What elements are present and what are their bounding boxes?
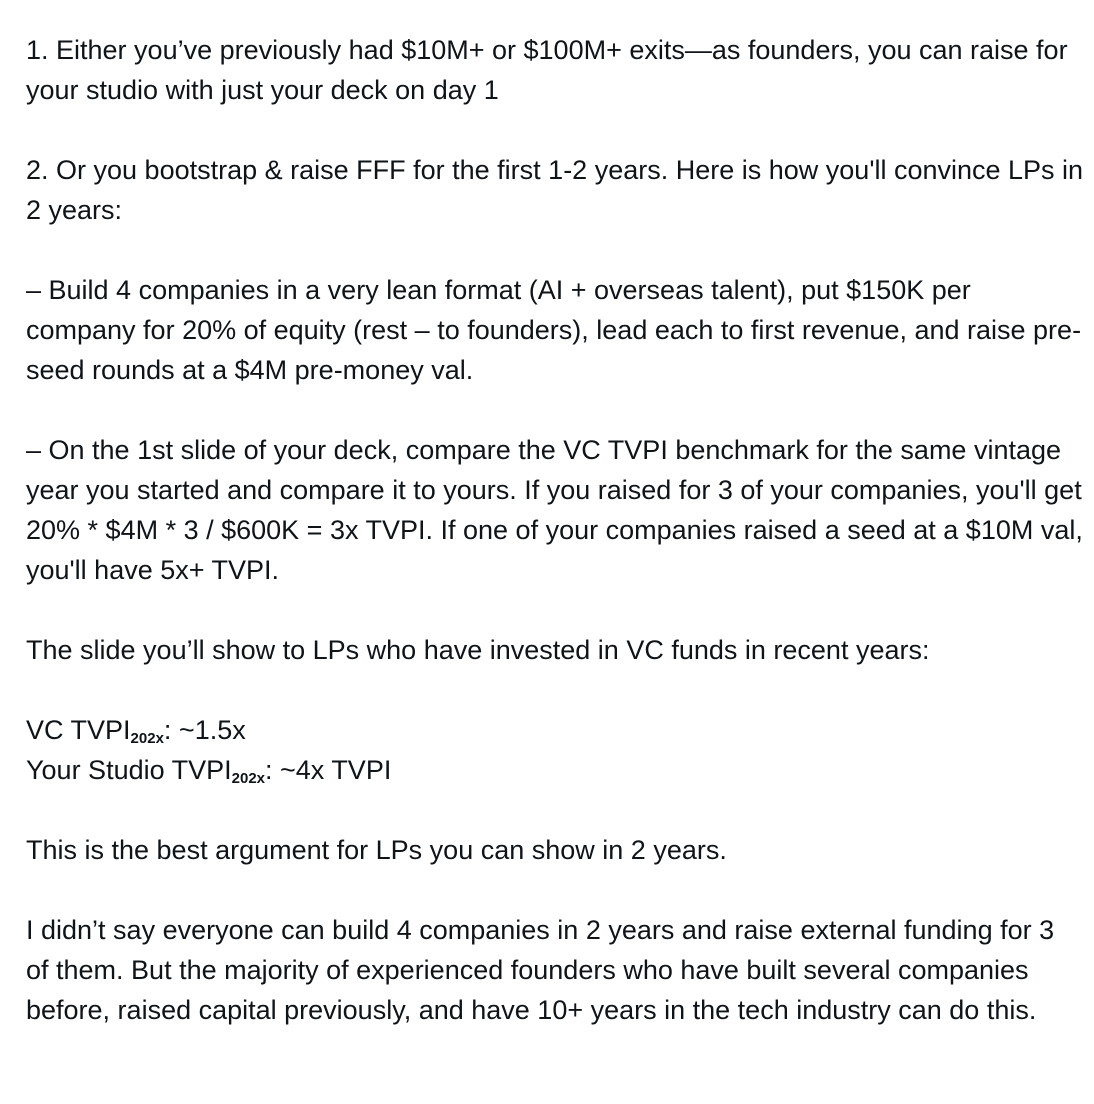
vc-tvpi-line [26, 710, 1084, 750]
studio-tvpi-line [26, 750, 1084, 790]
paragraph-disclaimer: I didn’t say everyone can build 4 companies in 2 years and raise external funding for 3 of them. But the majority of experienced founders who have built several companies before, raised capital previously, and have 10+ years in the tech industry can do this. [26, 915, 1055, 1025]
paragraph-bootstrap: 2. Or you bootstrap & raise FFF for the first 1-2 years. Here is how you'll convince LPs in 2 years: [26, 155, 1084, 225]
vc-tvpi-subscript: 202x [130, 730, 164, 747]
paragraph-exits: 1. Either you’ve previously had $10M+ or $100M+ exits—as founders, you can raise for your studio with just your deck on day 1 [26, 35, 1068, 105]
vc-tvpi-value: : ~1.5x [163, 715, 246, 745]
tvpi-comparison [26, 710, 1084, 790]
studio-tvpi-label: Your Studio TVPI [26, 755, 232, 785]
paragraph-slide-intro: The slide you’ll show to LPs who have invested in VC funds in recent years: [26, 635, 930, 665]
paragraph-deck-slide: – On the 1st slide of your deck, compare the VC TVPI benchmark for the same vintage year you started and compare it to yours. If you raised for 3 of your companies, you'll get 20% * $4M * 3 / $600K = 3x TVPI. If one of your companies raised a seed at a $10M val, you'll have 5x+ TVPI. [26, 435, 1083, 585]
paragraph-best-argument: This is the best argument for LPs you can show in 2 years. [26, 835, 727, 865]
vc-tvpi-label: VC TVPI [26, 715, 131, 745]
studio-tvpi-subscript: 202x [231, 770, 266, 787]
studio-tvpi-value: : ~4x TVPI [265, 755, 392, 785]
paragraph-build-companies: – Build 4 companies in a very lean format (AI + overseas talent), put $150K per company for 20% of equity (rest – to founders), lead each to first revenue, and raise pre-seed rounds at a $4M pre-money val. [26, 275, 1082, 385]
post-body [26, 30, 1084, 1030]
